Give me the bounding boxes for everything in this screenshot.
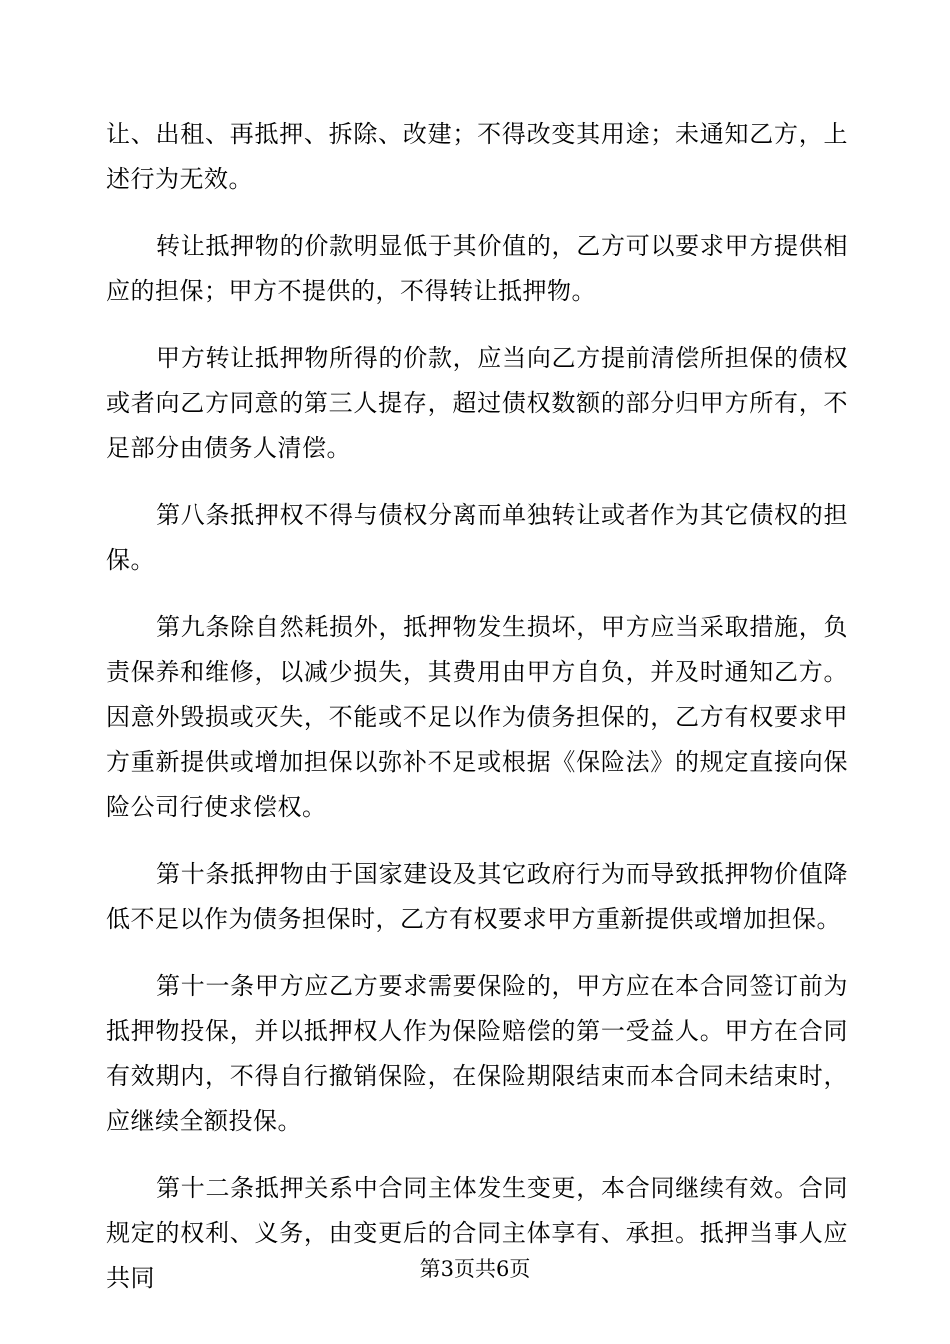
- paragraph-article-10: 第十条抵押物由于国家建设及其它政府行为而导致抵押物价值降低不足以作为债务担保时，乙方有权要求甲方重新提供或增加担保。: [106, 860, 848, 933]
- paragraph-3: 甲方转让抵押物所得的价款，应当向乙方提前清偿所担保的债权或者向乙方同意的第三人提存，超过债权数额的部分归甲方所有，不足部分由债务人清偿。: [106, 344, 848, 462]
- document-body: [106, 112, 848, 1323]
- paragraph-article-11: 第十一条甲方应乙方要求需要保险的，甲方应在本合同签订前为抵押物投保，并以抵押权人作为保险赔偿的第一受益人。甲方在合同有效期内，不得自行撤销保险，在保险期限结束而本合同未结束时，应继续全额投保。: [106, 972, 848, 1135]
- paragraph-2: 转让抵押物的价款明显低于其价值的，乙方可以要求甲方提供相应的担保；甲方不提供的，不得转让抵押物。: [106, 232, 848, 305]
- paragraph-1: 让、出租、再抵押、拆除、改建；不得改变其用途；未通知乙方，上述行为无效。: [106, 120, 848, 193]
- paragraph-article-12: 第十二条抵押关系中合同主体发生变更，本合同继续有效。合同规定的权利、义务，由变更后的合同主体享有、承担。抵押当事人应共同: [106, 1174, 848, 1292]
- page-number-footer: 第3页共6页: [419, 1257, 531, 1281]
- paragraph-article-9: 第九条除自然耗损外，抵押物发生损坏，甲方应当采取措施，负责保养和维修，以减少损失，其费用由甲方自负，并及时通知乙方。因意外毁损或灭失，不能或不足以作为债务担保的，乙方有权要求甲方重新提供或增加担保以弥补不足或根据《保险法》的规定直接向保险公司行使求偿权。: [106, 613, 848, 821]
- paragraph-article-8: 第八条抵押权不得与债权分离而单独转让或者作为其它债权的担保。: [106, 501, 848, 574]
